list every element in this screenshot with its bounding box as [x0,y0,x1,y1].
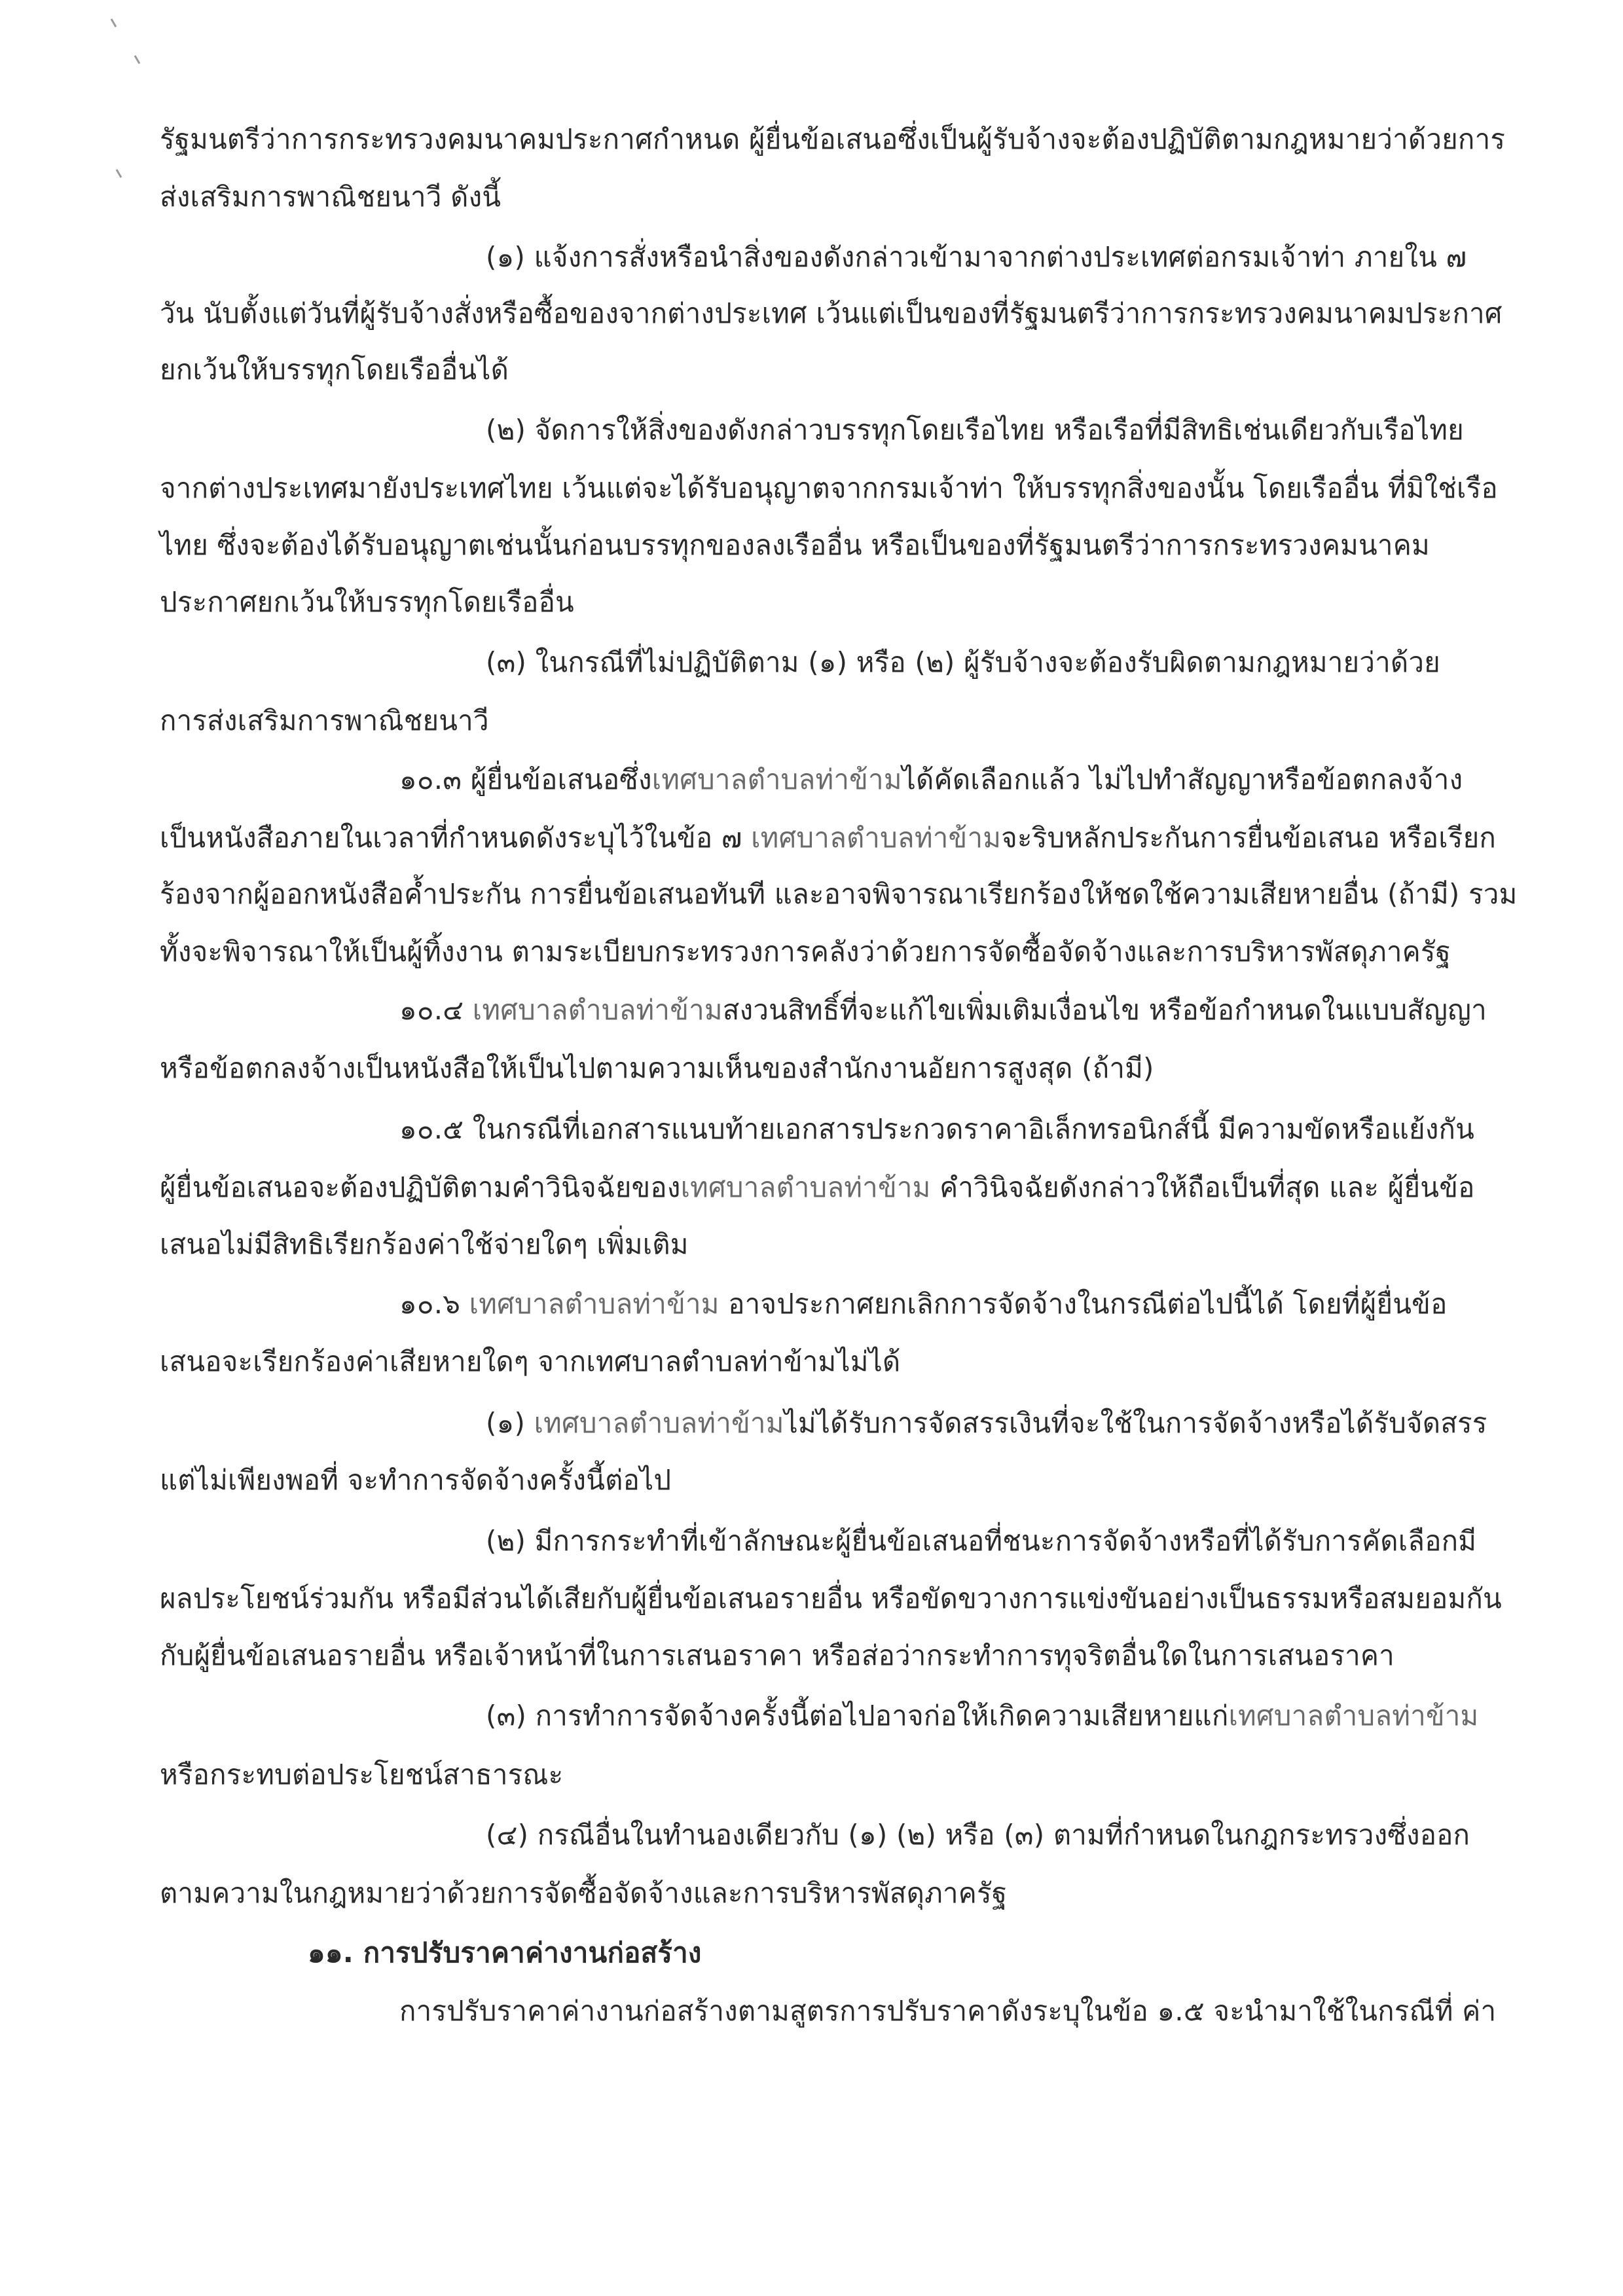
text-line: ประกาศยกเว้นให้บรรทุกโดยเรืออื่น [160,586,574,618]
text-line: จากต่างประเทศมายังประเทศไทย เว้นแต่จะได้รับอนุญาตจากกรมเจ้าท่า ให้บรรทุกสิ่งของนั้น โดยเรืออื่น ที่มิใช่เรือ [160,472,1498,504]
text-line: ผลประโยชน์ร่วมกัน หรือมีส่วนได้เสียกับผู้ยื่นข้อเสนอรายอื่น หรือขัดขวางการแข่งขันอย่างเป็นธรรมหรือสมยอมกัน [160,1582,1502,1614]
text-line: ส่งเสริมการพาณิชยนาวี ดังนี้ [160,181,501,213]
text-line: ไทย ซึ่งจะต้องได้รับอนุญาตเช่นนั้นก่อนบรรทุกของลงเรืออื่น หรือเป็นของที่รัฐมนตรีว่าการกระทรวงคมนาคม [160,529,1430,561]
text-line: เสนอไม่มีสิทธิเรียกร้องค่าใช้จ่ายใดๆ เพิ่มเติม [160,1228,689,1260]
text-line: หรือข้อตกลงจ้างเป็นหนังสือให้เป็นไปตามความเห็นของสำนักงานอัยการสูงสุด (ถ้ามี) [160,1052,1154,1084]
municipality-name: เทศบาลตำบลท่าข้าม [472,994,723,1026]
text-line: ร้องจากผู้ออกหนังสือค้ำประกัน การยื่นข้อเสนอทันที และอาจพิจารณาเรียกร้องให้ชดใช้ความเสียหายอื่น (ถ้ามี) รวม [160,878,1518,910]
municipality-name: เทศบาลตำบลท่าข้าม [651,763,902,795]
text-line: ทั้งจะพิจารณาให้เป็นผู้ทิ้งงาน ตามระเบียบกระทรวงการคลังว่าด้วยการจัดซื้อจัดจ้างและการบริหารพัสดุภาครัฐ [160,936,1451,968]
text-line: วัน นับตั้งแต่วันที่ผู้รับจ้างสั่งหรือซื้อของจากต่างประเทศ เว้นแต่เป็นของที่รัฐมนตรีว่าการกระทรวงคมนาคมประกาศ [160,297,1503,329]
scan-artifact [134,55,141,64]
text-line: ตามความในกฎหมายว่าด้วยการจัดซื้อจัดจ้างและการบริหารพัสดุภาครัฐ [160,1877,1008,1909]
text-line: การส่งเสริมการพาณิชยนาวี [160,704,489,737]
text-line: เสนอจะเรียกร้องค่าเสียหายใดๆ จากเทศบาลตำบลท่าข้ามไม่ได้ [160,1345,901,1377]
municipality-name: เทศบาลตำบลท่าข้าม [469,1288,720,1320]
text-line: การปรับราคาค่างานก่อสร้างตามสูตรการปรับราคาดังระบุในข้อ ๑.๕ จะนำมาใช้ในกรณีที่ ค่า [399,1995,1497,2027]
text-line: (๓) ในกรณีที่ไม่ปฏิบัติตาม (๑) หรือ (๒) ผู้รับจ้างจะต้องรับผิดตามกฎหมายว่าด้วย [486,646,1440,678]
text-line: กับผู้ยื่นข้อเสนอรายอื่น หรือเจ้าหน้าที่ในการเสนอราคา หรือส่อว่ากระทำการทุจริตอื่นใดในการเสนอราคา [160,1639,1395,1671]
scan-artifact [116,169,122,178]
text-line: (๑) แจ้งการสั่งหรือนำสิ่งของดังกล่าวเข้ามาจากต่างประเทศต่อกรมเจ้าท่า ภายใน ๗ [486,241,1467,273]
municipality-name: เทศบาลตำบลท่าข้าม [1228,1700,1479,1732]
text-line: (๒) จัดการให้สิ่งของดังกล่าวบรรทุกโดยเรือไทย หรือเรือที่มีสิทธิเช่นเดียวกับเรือไทย [486,414,1464,446]
text-line: รัฐมนตรีว่าการกระทรวงคมนาคมประกาศกำหนด ผู้ยื่นข้อเสนอซึ่งเป็นผู้รับจ้างจะต้องปฏิบัติตามกฎหมายว่าด้วยการ [160,123,1506,155]
section-11-heading: ๑๑. การปรับราคาค่างานก่อสร้าง [308,1937,702,1969]
clause-10-6-line: ๑๐.๖ เทศบาลตำบลท่าข้าม อาจประกาศยกเลิกการจัดจ้างในกรณีต่อไปนี้ได้ โดยที่ผู้ยื่นข้อ [399,1288,1448,1320]
municipality-name: เทศบาลตำบลท่าข้าม [680,1171,931,1203]
municipality-name: เทศบาลตำบลท่าข้าม [751,822,1002,854]
text-line: เป็นหนังสือภายในเวลาที่กำหนดดังระบุไว้ในข้อ ๗ เทศบาลตำบลท่าข้ามจะริบหลักประกันการยื่นข้อเสนอ หรือเรียก [160,822,1497,854]
municipality-name: เทศบาลตำบลท่าข้าม [534,1407,784,1439]
text-line: แต่ไม่เพียงพอที่ จะทำการจัดจ้างครั้งนี้ต่อไป [160,1464,672,1496]
text-line: ยกเว้นให้บรรทุกโดยเรืออื่นได้ [160,354,509,386]
text-line: ผู้ยื่นข้อเสนอจะต้องปฏิบัติตามคำวินิจฉัยของเทศบาลตำบลท่าข้าม คำวินิจฉัยดังกล่าวให้ถือเป็นที่สุด และ ผู้ยื่นข้อ [160,1171,1475,1203]
clause-10-3-line: ๑๐.๓ ผู้ยื่นข้อเสนอซึ่งเทศบาลตำบลท่าข้ามได้คัดเลือกแล้ว ไม่ไปทำสัญญาหรือข้อตกลงจ้าง [399,763,1463,795]
text-line: (๑) เทศบาลตำบลท่าข้ามไม่ได้รับการจัดสรรเงินที่จะใช้ในการจัดจ้างหรือได้รับจัดสรร [486,1407,1487,1439]
text-line: หรือกระทบต่อประโยชน์สาธารณะ [160,1758,564,1791]
clause-10-4-line: ๑๐.๔ เทศบาลตำบลท่าข้ามสงวนสิทธิ์ที่จะแก้ไขเพิ่มเติมเงื่อนไข หรือข้อกำหนดในแบบสัญญา [399,994,1487,1026]
text-line: (๓) การทำการจัดจ้างครั้งนี้ต่อไปอาจก่อให้เกิดความเสียหายแก่เทศบาลตำบลท่าข้าม [486,1700,1479,1732]
text-line: (๔) กรณีอื่นในทำนองเดียวกับ (๑) (๒) หรือ (๓) ตามที่กำหนดในกฎกระทรวงซึ่งออก [486,1819,1470,1851]
text-line: (๒) มีการกระทำที่เข้าลักษณะผู้ยื่นข้อเสนอที่ชนะการจัดจ้างหรือที่ได้รับการคัดเลือกมี [486,1525,1477,1557]
scan-artifact [111,18,117,27]
clause-10-5-line: ๑๐.๕ ในกรณีที่เอกสารแนบท้ายเอกสารประกวดราคาอิเล็กทรอนิกส์นี้ มีความขัดหรือแย้งกัน [399,1113,1475,1145]
